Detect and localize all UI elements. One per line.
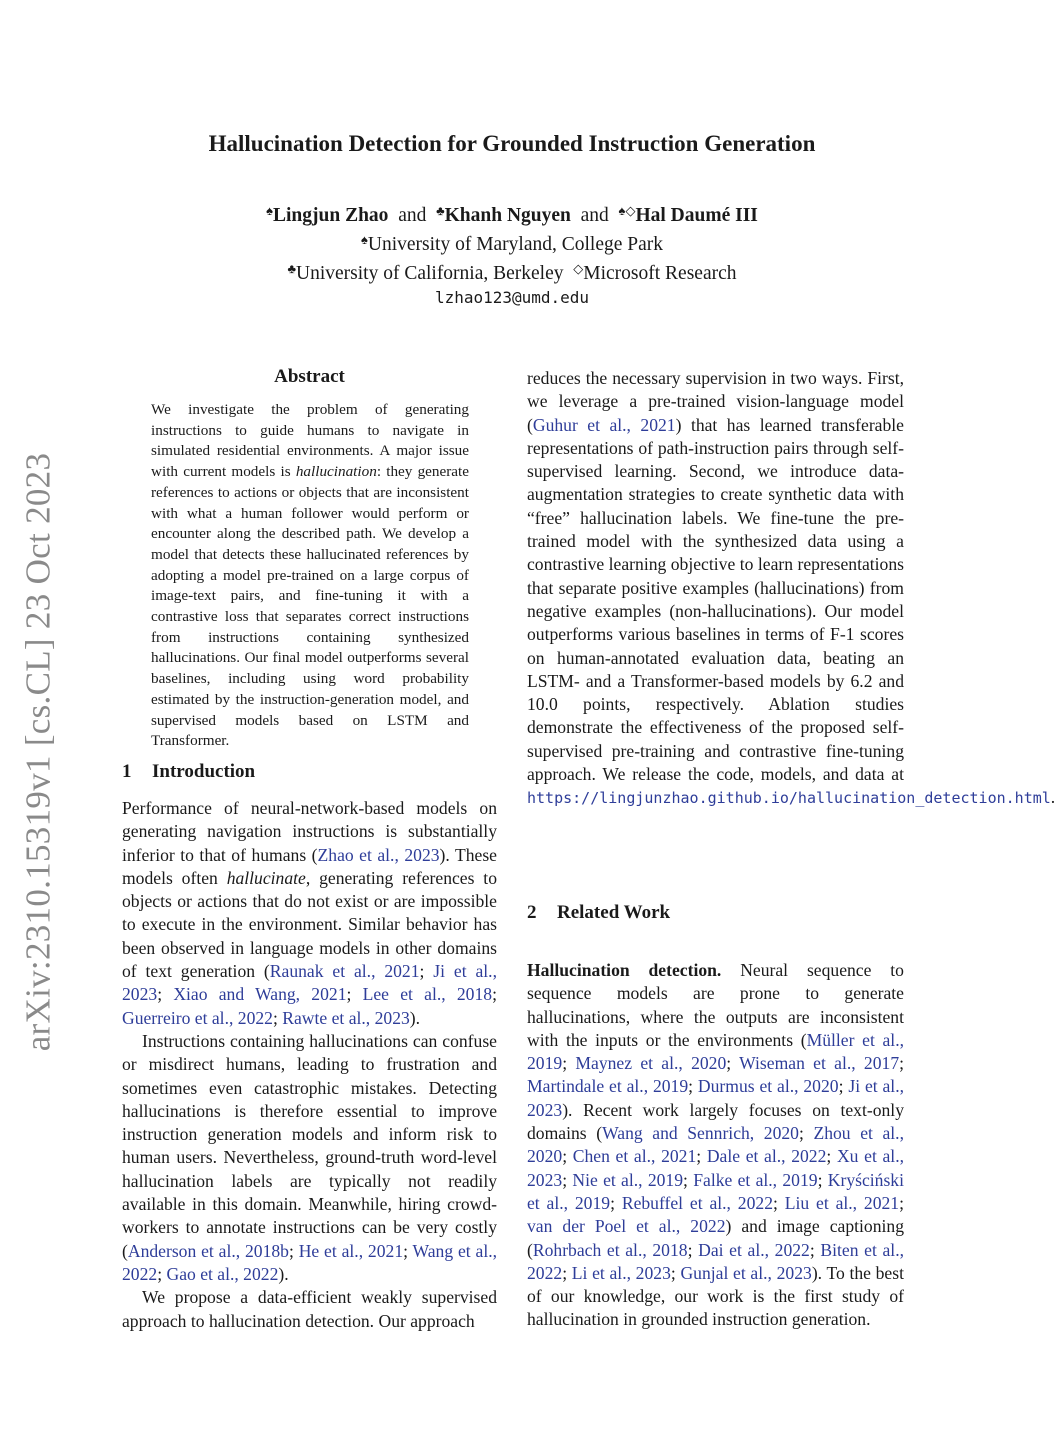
author-conjunction: and <box>580 205 609 226</box>
paper-title: Hallucination Detection for Grounded Instruction Generation <box>208 131 816 156</box>
citation-link[interactable]: Müller et al., 2019 <box>527 1029 904 1074</box>
author-conjunction: and <box>398 205 427 226</box>
abstract-text: : they generate references to actions or objects that are inconsistent with what a human follower would perform or encounter along the described path. We develop a model that detects these hallucinated references by adopting a model pre-trained on a large corpus of image-text pairs, and fine-tuning it with a contrastive loss that separates correct instructions from instructions containing synthesized hallucinations. Our final model outperforms several baselines, including using word probability estimated by the instruction-generation model, and supervised models based on LSTM and Transformer. <box>151 463 470 750</box>
paragraph-text: , generating references to objects or actions that do not exist or are impossible to execute in the environment. Similar behavior has been observed in language models in other domains of text generation ( <box>122 867 497 982</box>
citation-link[interactable]: Martindale et al., 2019 <box>527 1076 689 1097</box>
emphasis: hallucinate <box>226 867 306 888</box>
affiliation: University of Maryland, College Park <box>367 234 664 255</box>
citation-link[interactable]: Zhou et al., 2020 <box>527 1123 904 1167</box>
section-title: Related Work <box>557 902 671 923</box>
author-symbol: ♠◇ <box>618 203 636 218</box>
project-url-link[interactable]: https://lingjunzhao.github.io/hallucination_detection.html <box>527 789 1051 808</box>
citation-link[interactable]: Kryściński et al., 2019 <box>527 1169 904 1213</box>
citation-link[interactable]: Guerreiro et al., 2022 <box>122 1007 273 1028</box>
paragraph <box>527 367 1055 811</box>
abstract-body <box>151 400 469 752</box>
author-email: lzhao123@umd.edu <box>434 288 590 307</box>
citation-link[interactable]: Gao et al., 2022 <box>166 1263 279 1284</box>
citation-link[interactable]: He et al., 2021 <box>298 1240 404 1261</box>
paragraph: Hallucination detection. Neural sequence to sequence models are prone to generate hallucinations, where the outputs are inconsistent with the inputs or the environments (Müller et al., 2019; Maynez et al., 2020; Wiseman et al., 2017; Martindale et al., 2019; Durmus et al., 2020; Ji et al., 2023). Recent work largely focuses on text-only domains (Wang and Sennrich, 2020; Zhou et al., 2020; Chen et al., 2021; Dale et al., 2022; Xu et al., 2023; Nie et al., 2019; Falke et al., 2019; Kryściński et al., 2019; Rebuffel et al., 2022; Liu et al., 2021; van der Poel et al., 2022) and image captioning (Rohrbach et al., 2018; Dai et al., 2022; Biten et al., 2022; Li et al., 2023; Gunjal et al., 2023). To the best of our knowledge, our work is the first study of hallucination in grounded instruction generation. <box>527 960 905 1330</box>
abstract-emphasis: hallucination <box>295 463 377 481</box>
section-heading-introduction <box>122 761 255 783</box>
citation-link[interactable]: Li et al., 2023 <box>571 1262 671 1283</box>
citation-link[interactable]: Dale et al., 2022 <box>706 1146 827 1167</box>
citation-link[interactable]: Anderson et al., 2018b <box>127 1240 289 1261</box>
email-line <box>0 286 1024 310</box>
citation-link[interactable]: Gunjal et al., 2023 <box>680 1262 812 1283</box>
affiliation-symbol: ◇ <box>573 261 584 276</box>
citation-link[interactable]: Wang and Sennrich, 2020 <box>602 1123 799 1144</box>
citation-link[interactable]: Zhao et al., 2023 <box>317 844 440 865</box>
abstract-heading: Abstract <box>274 366 345 387</box>
paragraph-text: Instructions containing hallucinations can confuse or misdirect humans, leading to frustration and sometimes even catastrophic mistakes. Detecting hallucinations is therefore essential to improve instruction generation models and inform risk to human users. Nevertheless, ground-truth word-level hallucination labels are typically not readily available in this domain. Meanwhile, hiring crowd-workers to annotate instructions can be very costly ( <box>122 1030 497 1261</box>
introduction-body <box>122 797 497 1333</box>
abstract-text: We investigate the problem of generating instructions to guide humans to navigate in simulated residential environments. A major issue with current models is <box>151 401 469 481</box>
citation-link[interactable]: Durmus et al., 2020 <box>697 1076 839 1097</box>
citation-link[interactable]: Lee et al., 2018 <box>362 984 493 1005</box>
author-line <box>0 199 1024 228</box>
citation-link[interactable]: Rebuffel et al., 2022 <box>621 1192 773 1213</box>
paragraph: Instructions containing hallucinations can confuse or misdirect humans, leading to frustration and sometimes even catastrophic mistakes. Detecting hallucinations is therefore essential to improve instruction generation models and inform risk to human users. Nevertheless, ground-truth word-level hallucination labels are typically not readily available in this domain. Meanwhile, hiring crowd-workers to annotate instructions can be very costly (Anderson et al., 2018b; He et al., 2021; Wang et al., 2022; Gao et al., 2022). <box>122 1030 498 1284</box>
citation-link[interactable]: Wang et al., 2022 <box>122 1240 498 1284</box>
citation-link[interactable]: Maynez et al., 2020 <box>575 1053 727 1074</box>
citation-link[interactable]: van der Poel et al., 2022 <box>527 1216 726 1237</box>
citation-link[interactable]: Dai et al., 2022 <box>698 1239 810 1260</box>
citation-link[interactable]: Biten et al., 2022 <box>527 1239 904 1283</box>
author-name: Hal Daumé III <box>635 205 758 226</box>
section-number: 2 <box>527 902 537 923</box>
affiliation-line <box>0 257 1024 286</box>
paragraph-text: Performance of neural-network-based models on generating navigation instructions is substantially inferior to that of humans ( <box>122 798 497 865</box>
right-column-continuation <box>527 367 1055 811</box>
paragraph-text: Neural sequence to sequence models are prone to generate hallucinations, where the outputs are inconsistent with the inputs or the environments ( <box>527 960 904 1050</box>
paragraph-lead: Hallucination detection. <box>527 960 722 980</box>
affiliation-symbol: ♣ <box>287 261 296 276</box>
affiliation: Microsoft Research <box>583 263 737 284</box>
paragraph: We propose a data-efficient weakly supervised approach to hallucination detection. Our approach <box>122 1287 497 1331</box>
paragraph-text: ). To the best of our knowledge, our work is the first study of hallucination in grounded instruction generation. <box>527 1262 904 1330</box>
section-title: Introduction <box>152 761 256 782</box>
citation-link[interactable]: Rawte et al., 2023 <box>282 1007 410 1028</box>
affiliation: University of California, Berkeley <box>296 263 564 284</box>
citation-link[interactable]: Rohrbach et al., 2018 <box>532 1239 688 1260</box>
author-symbol: ♠ <box>266 203 273 218</box>
affiliation-line <box>0 228 1024 257</box>
citation-link[interactable]: Ji et al., 2023 <box>122 961 497 1005</box>
citation-link[interactable]: Liu et al., 2021 <box>784 1192 900 1213</box>
citation-link[interactable]: Chen et al., 2021 <box>572 1146 697 1167</box>
paragraph-text: reduces the necessary supervision in two ways. First, we leverage a pre-trained vision-language model ( <box>527 368 904 435</box>
arxiv-id-text: arXiv:2310.15319v1 [cs.CL] 23 Oct 2023 <box>18 452 58 1052</box>
citation-link[interactable]: Nie et al., 2019 <box>572 1169 684 1190</box>
related-work-body <box>527 959 904 1332</box>
section-heading-related-work <box>527 902 670 924</box>
citation-link[interactable]: Raunak et al., 2021 <box>269 961 420 982</box>
citation-link[interactable]: Ji et al., 2023 <box>527 1076 904 1120</box>
author-symbol: ♣ <box>436 203 445 218</box>
paragraph-text: ). These models often <box>122 844 497 888</box>
citation-link[interactable]: Wiseman et al., 2017 <box>739 1053 900 1074</box>
affiliation-symbol: ♠ <box>360 232 368 247</box>
paragraph-text: ) that has learned transferable representations of path-instruction pairs through self-supervised learning. Second, we introduce data-augmentation strategies to create synthetic data with “free” hallucination labels. We fine-tune the pre-trained model with the synthesized data using a contrastive learning objective to learn representations that separate positive examples (hallucinations) from negative examples (non-hallucinations). Our model outperforms various baselines in terms of F-1 scores on human-annotated evaluation data, beating an LSTM- and a Transformer-based models by 6.2 and 10.0 points, respectively. Ablation studies demonstrate the effectiveness of the proposed self-supervised pre-training and contrastive fine-tuning approach. We release the code, models, and data at <box>527 414 904 785</box>
arxiv-side-stamp <box>8 452 68 1052</box>
section-number: 1 <box>122 761 132 782</box>
citation-link[interactable]: Falke et al., 2019 <box>693 1169 818 1190</box>
citation-link[interactable]: Xiao and Wang, 2021 <box>173 984 347 1005</box>
paragraph-text: ) and image captioning ( <box>527 1216 904 1260</box>
citation-link[interactable]: Guhur et al., 2021 <box>532 414 676 435</box>
paragraph-text: ). Recent work largely focuses on text-only domains ( <box>527 1099 904 1144</box>
paragraph: Performance of neural-network-based models on generating navigation instructions is substantially inferior to that of humans (Zhao et al., 2023). These models often hallucinate, generating references to objects or actions that do not exist or are impossible to execute in the environment. Similar behavior has been observed in language models in other domains of text generation (Raunak et al., 2021; Ji et al., 2023; Xiao and Wang, 2021; Lee et al., 2018; Guerreiro et al., 2022; Rawte et al., 2023). <box>122 798 497 1028</box>
paragraph-text: . <box>1050 787 1055 808</box>
author-block <box>0 199 1024 310</box>
author-name: Khanh Nguyen <box>444 205 571 226</box>
author-name: Lingjun Zhao <box>273 205 389 226</box>
citation-link[interactable]: Xu et al., 2023 <box>527 1146 904 1190</box>
